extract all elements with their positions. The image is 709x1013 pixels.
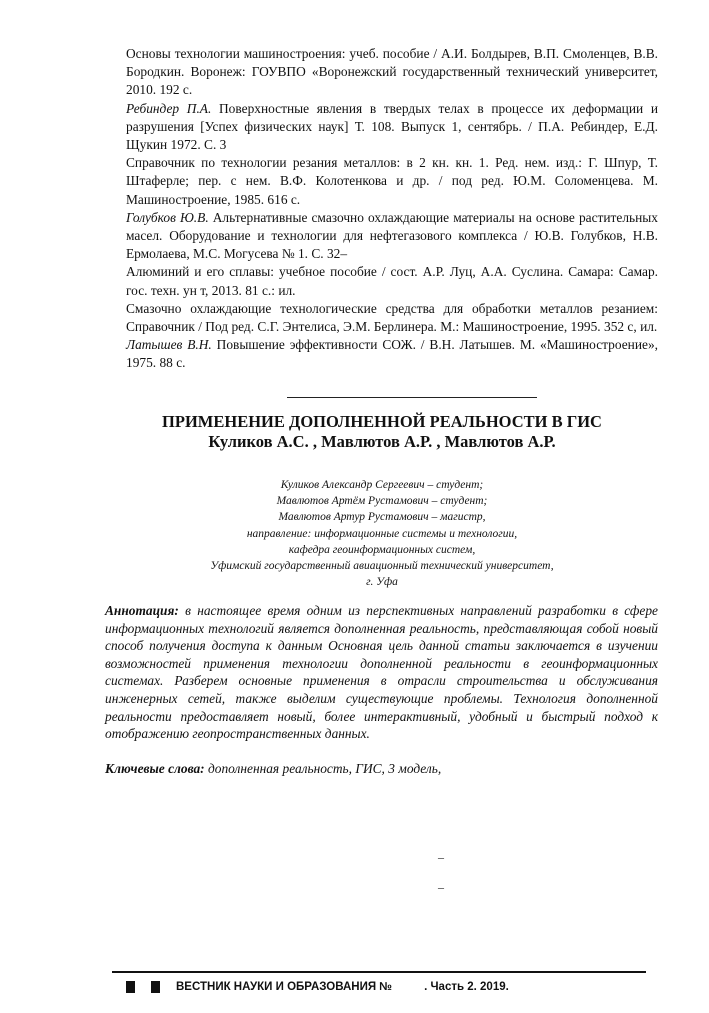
reference-item: Алюминий и его сплавы: учебное пособие / сост. А.Р. Луц, А.А. Суслина. Самара: Самар. гос. техн. ун т, 2013. 81 с.: ил. — [126, 264, 658, 298]
author-info-line: кафедра геоинформационных систем, — [288, 543, 476, 556]
footer-rule — [112, 971, 646, 973]
section-divider — [287, 397, 537, 398]
reference-item: Справочник по технологии резания металлов: в 2 кн. кн. 1. Ред. нем. изд.: Г. Шпур, Т. Штаферле; пер. с нем. В.Ф. Колотенкова и др. / под ред. Ю.М. Соломенцева. М. Машиностроение, 1985. 616 с. — [126, 155, 658, 207]
article-title: ПРИМЕНЕНИЕ ДОПОЛНЕННОЙ РЕАЛЬНОСТИ В ГИС — [162, 412, 602, 431]
article-authors: Куликов А.С. , Мавлютов А.Р. , Мавлютов А.Р. — [208, 432, 556, 451]
keywords-label: Ключевые слова: — [105, 761, 205, 776]
reference-author: Голубков Ю.В. — [126, 209, 209, 225]
reference-item: Голубков Ю.В. Альтернативные смазочно охлаждающие материалы на основе растительных масел. Оборудование и технологии для нефтегазового комплекса / Ю.В. Голубков, Н.В. Ермолаева, М.С. Могусева № 1. С. 32– — [126, 209, 658, 262]
footer-square-icon — [126, 981, 135, 993]
journal-name: ВЕСТНИК НАУКИ И ОБРАЗОВАНИЯ № . Часть 2. 2019. — [176, 981, 509, 993]
author-info-line: г. Уфа — [366, 576, 398, 589]
dash-mark: – — [438, 880, 444, 894]
author-info — [100, 477, 664, 590]
abstract-text: в настоящее время одним из перспективных направлений разработки в сфере информационных технологий является дополненная реальность, представляющая собой новый способ получения доступа к данным Основная цель данной статьи заключается в изучении возможностей применения технологии дополненной реальности в геоинформационных системах. Разберем основные применения в отрасли строительства и обслуживания инженерных сетей, также выделим существующие проблемы. Технология дополненной реальности предоставляет новый, более интерактивный, удобный и быстрый подход к отображению геопространственных данных. — [105, 603, 658, 742]
abstract — [105, 602, 658, 743]
abstract-label: Аннотация: — [105, 603, 179, 618]
reference-item: Латышев В.Н. Повышение эффективности СОЖ. / В.Н. Латышев. М. «Машиностроение», 1975. 88 с. — [126, 337, 658, 371]
page-footer — [126, 981, 509, 993]
reference-item: Смазочно охлаждающие технологические средства для обработки металлов резанием: Справочник / Под ред. С.Г. Энтелиса, Э.М. Берлинера. М.: Машиностроение, 1995. 352 с, ил. — [126, 300, 658, 335]
reference-author: Латышев В.Н. — [126, 337, 212, 353]
author-info-line: Мавлютов Артём Рустамович – студент; — [276, 495, 488, 508]
reference-item: Ребиндер П.А. Поверхностные явления в твердых телах в процессе их деформации и разрушения [Успех физических наук] Т. 108. Выпуск 1, сентябрь. / П.А. Ребиндер, Е.Д. Щукин 1972. С. 3 — [126, 100, 658, 153]
reference-list — [126, 45, 658, 373]
author-info-line: направление: информационные системы и технологии, — [246, 527, 518, 540]
author-info-line: Мавлютов Артур Рустамович – магистр, — [278, 511, 486, 524]
author-info-line: Куликов Александр Сергеевич – студент; — [280, 479, 484, 491]
author-info-line: Уфимский государственный авиационный технический университет, — [210, 560, 554, 573]
reference-author: Ребиндер П.А. — [126, 100, 212, 116]
keywords — [105, 760, 658, 778]
dash-mark: – — [438, 850, 444, 864]
footer-square-icon — [151, 981, 160, 993]
reference-item: Основы технологии машиностроения: учеб. пособие / А.И. Болдырев, В.П. Смоленцев, В.В. Бородкин. Воронеж: ГОУВПО «Воронежский государственный технический университет, 2010. 192 с. — [126, 46, 658, 98]
keywords-text: дополненная реальность, ГИС, 3 модель, — [204, 761, 442, 776]
